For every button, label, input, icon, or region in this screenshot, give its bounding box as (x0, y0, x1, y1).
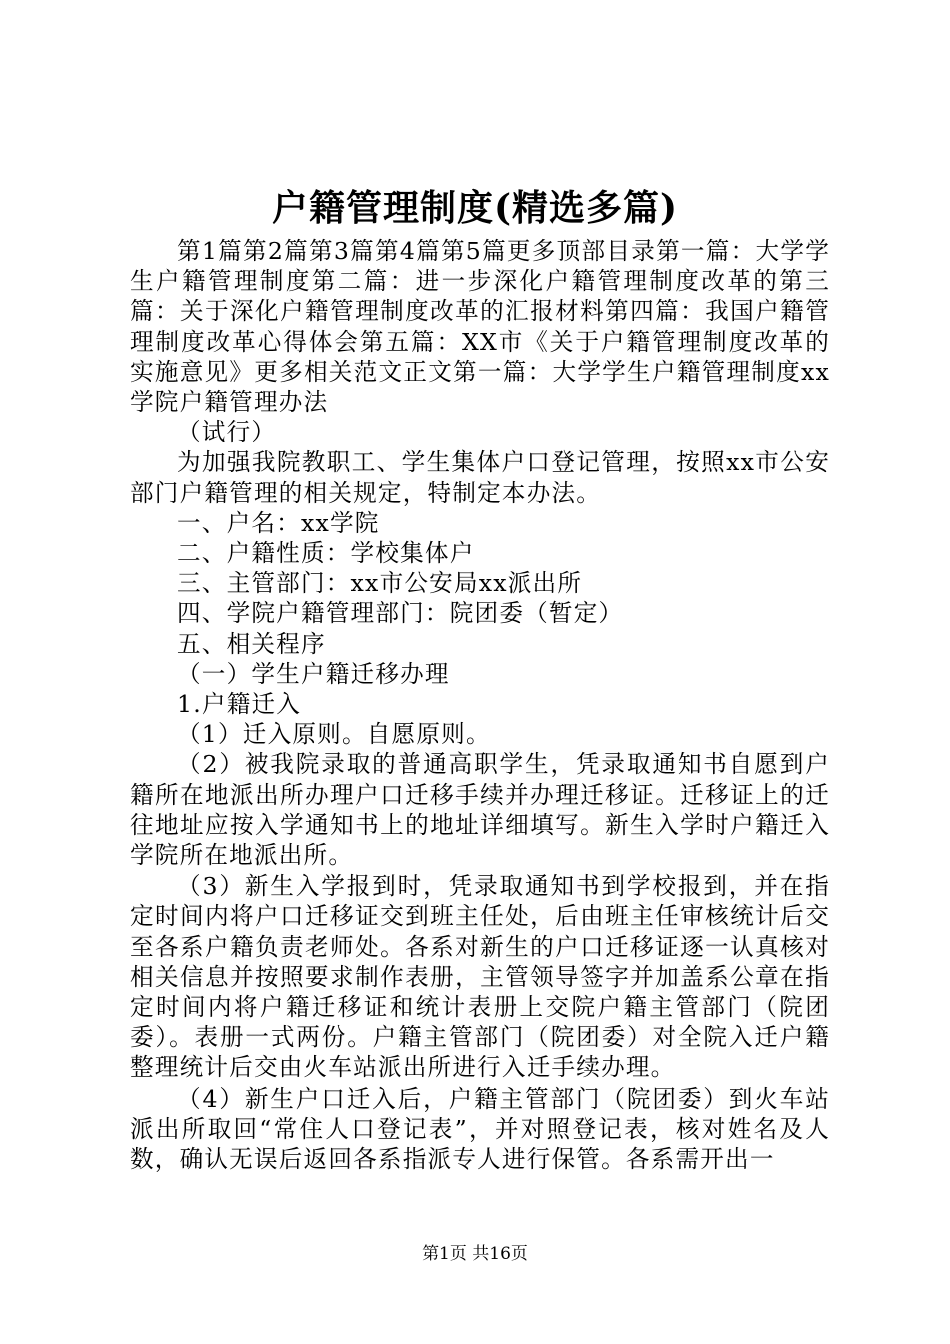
paragraph-authority: 三、主管部门：xx市公安局xx派出所 (177, 569, 583, 598)
document-title: 户籍管理制度(精选多篇) (271, 187, 679, 229)
paragraph-item-2: （2）被我院录取的普通高职学生，凭录取通知书自愿到户籍所在地派出所办理户口迁移手续并办理迁移证。迁移证上的迁往地址应按入学通知书上的地址详细填写。新生入学时户籍迁入学院所在地派出所。 (130, 750, 830, 870)
paragraph-student-migration-heading: （一）学生户籍迁移办理 (177, 659, 450, 688)
paragraph-item-4: （4）新生户口迁入后，户籍主管部门（院团委）到火车站派出所取回“常住人口登记表”，并对照登记表，核对姓名及人数，确认无误后返回各系指派专人进行保管。各系需开出一 (130, 1084, 830, 1174)
document-body (130, 236, 830, 1174)
paragraph-item-3: （3）新生入学报到时，凭录取通知书到学校报到，并在指定时间内将户口迁移证交到班主任处，后由班主任审核统计后交至各系户籍负责老师处。各系对新生的户口迁移证逐一认真核对相关信息并按照要求制作表册，主管领导签字并加盖系公章在指定时间内将户籍迁移证和统计表册上交院户籍主管部门（院团委）。表册一式两份。户籍主管部门（院团委）对全院入迁户籍整理统计后交由火车站派出所进行入迁手续办理。 (130, 872, 830, 1082)
paragraph-purpose: 为加强我院教职工、学生集体户口登记管理，按照xx市公安部门户籍管理的相关规定，特制定本办法。 (130, 448, 830, 507)
paragraph-household-name: 一、户名：xx学院 (177, 508, 380, 537)
paragraph-table-of-contents: 第1篇第2篇第3篇第4篇第5篇更多顶部目录第一篇：大学学生户籍管理制度第二篇：进一步深化户籍管理制度改革的第三篇：关于深化户籍管理制度改革的汇报材料第四篇：我国户籍管理制度改革心得体会第五篇：XX市《关于户籍管理制度改革的实施意见》更多相关范文正文第一篇：大学学生户籍管理制度xx学院户籍管理办法 (130, 237, 830, 417)
paragraph-item-1: （1）迁入原则。自愿原则。 (177, 720, 491, 749)
paragraph-management-dept: 四、学院户籍管理部门：院团委（暂定） (177, 599, 624, 628)
paragraph-migration-in-heading: 1.户籍迁入 (177, 690, 302, 719)
paragraph-household-type: 二、户籍性质：学校集体户 (177, 539, 475, 568)
page-footer: 第1页 共16页 (422, 1244, 528, 1264)
paragraph-procedures-heading: 五、相关程序 (177, 629, 326, 658)
paragraph-trial-note: （试行） (177, 418, 277, 447)
